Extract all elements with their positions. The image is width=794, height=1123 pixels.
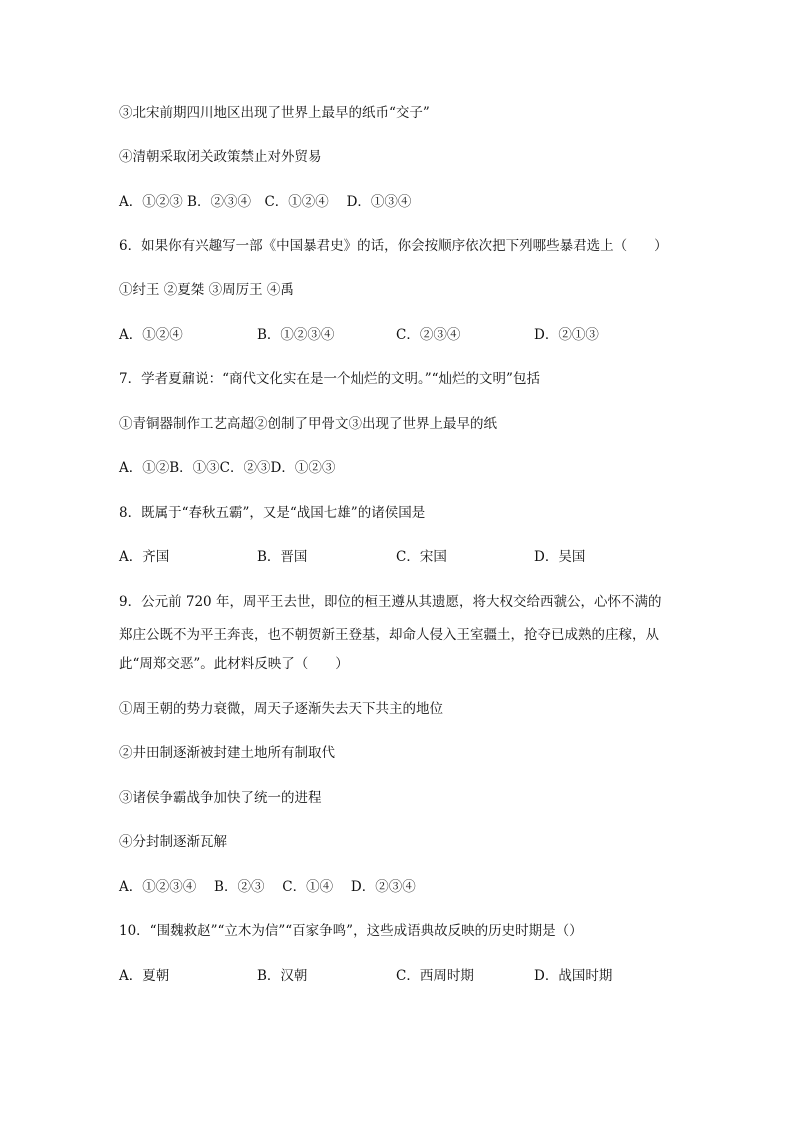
q6-option-b[interactable]: B．①②③④	[257, 327, 335, 343]
q10-stem: 10．“围魏救赵”“立木为信”“百家争鸣”，这些成语典故反映的历史时期是（）	[119, 923, 583, 939]
q9-item-1: ①周王朝的势力衰微，周天子逐渐失去天下共主的地位	[119, 701, 443, 717]
q8-stem: 8．既属于“春秋五霸”，又是“战国七雄”的诸侯国是	[119, 505, 426, 521]
q6-option-d[interactable]: D．②①③	[534, 327, 599, 343]
q8-option-c[interactable]: C．宋国	[396, 549, 447, 565]
option-line-3: ③北宋前期四川地区出现了世界上最早的纸币“交子”	[119, 105, 430, 121]
q9-stem-line-2: 郑庄公既不为平王奔丧，也不朝贺新王登基，却命人侵入王室疆土，抢夺已成熟的庄稼，从	[119, 627, 659, 643]
q6-option-a[interactable]: A．①②④	[119, 327, 183, 343]
q10-option-c[interactable]: C．西周时期	[396, 968, 474, 984]
q6-items: ①纣王 ②夏桀 ③周厉王 ④禹	[119, 282, 294, 298]
q6-stem: 6．如果你有兴趣写一部《中国暴君史》的话，你会按顺序依次把下列哪些暴君选上（ ）	[119, 238, 668, 254]
q8-option-d[interactable]: D．吴国	[534, 549, 586, 565]
option-line-4: ④清朝采取闭关政策禁止对外贸易	[119, 149, 322, 165]
q5-options: A．①②③ B．②③④ C．①②④ D．①③④	[119, 194, 412, 210]
q9-item-3: ③诸侯争霸战争加快了统一的进程	[119, 790, 322, 806]
q8-option-b[interactable]: B．晋国	[257, 549, 308, 565]
q9-stem-line-3: 此“周郑交恶”。此材料反映了（ ）	[119, 656, 349, 672]
q9-item-2: ②井田制逐渐被封建土地所有制取代	[119, 745, 335, 761]
q9-stem-line-1: 9．公元前 720 年，周平王去世，即位的桓王遵从其遗愿，将大权交给西虢公，心怀不满的	[119, 594, 662, 610]
q7-options: A．①②B．①③C．②③D．①②③	[119, 460, 336, 476]
q7-stem: 7．学者夏鼐说：“商代文化实在是一个灿烂的文明。”“灿烂的文明”包括	[119, 371, 540, 387]
q7-items: ①青铜器制作工艺高超②创制了甲骨文③出现了世界上最早的纸	[119, 416, 497, 432]
q8-option-a[interactable]: A．齐国	[119, 549, 170, 565]
q10-option-b[interactable]: B．汉朝	[257, 968, 308, 984]
q9-options: A．①②③④ B．②③ C．①④ D．②③④	[119, 879, 416, 895]
q9-item-4: ④分封制逐渐瓦解	[119, 834, 227, 850]
q6-option-c[interactable]: C．②③④	[396, 327, 461, 343]
q10-option-d[interactable]: D．战国时期	[534, 968, 613, 984]
q10-option-a[interactable]: A．夏朝	[119, 968, 170, 984]
